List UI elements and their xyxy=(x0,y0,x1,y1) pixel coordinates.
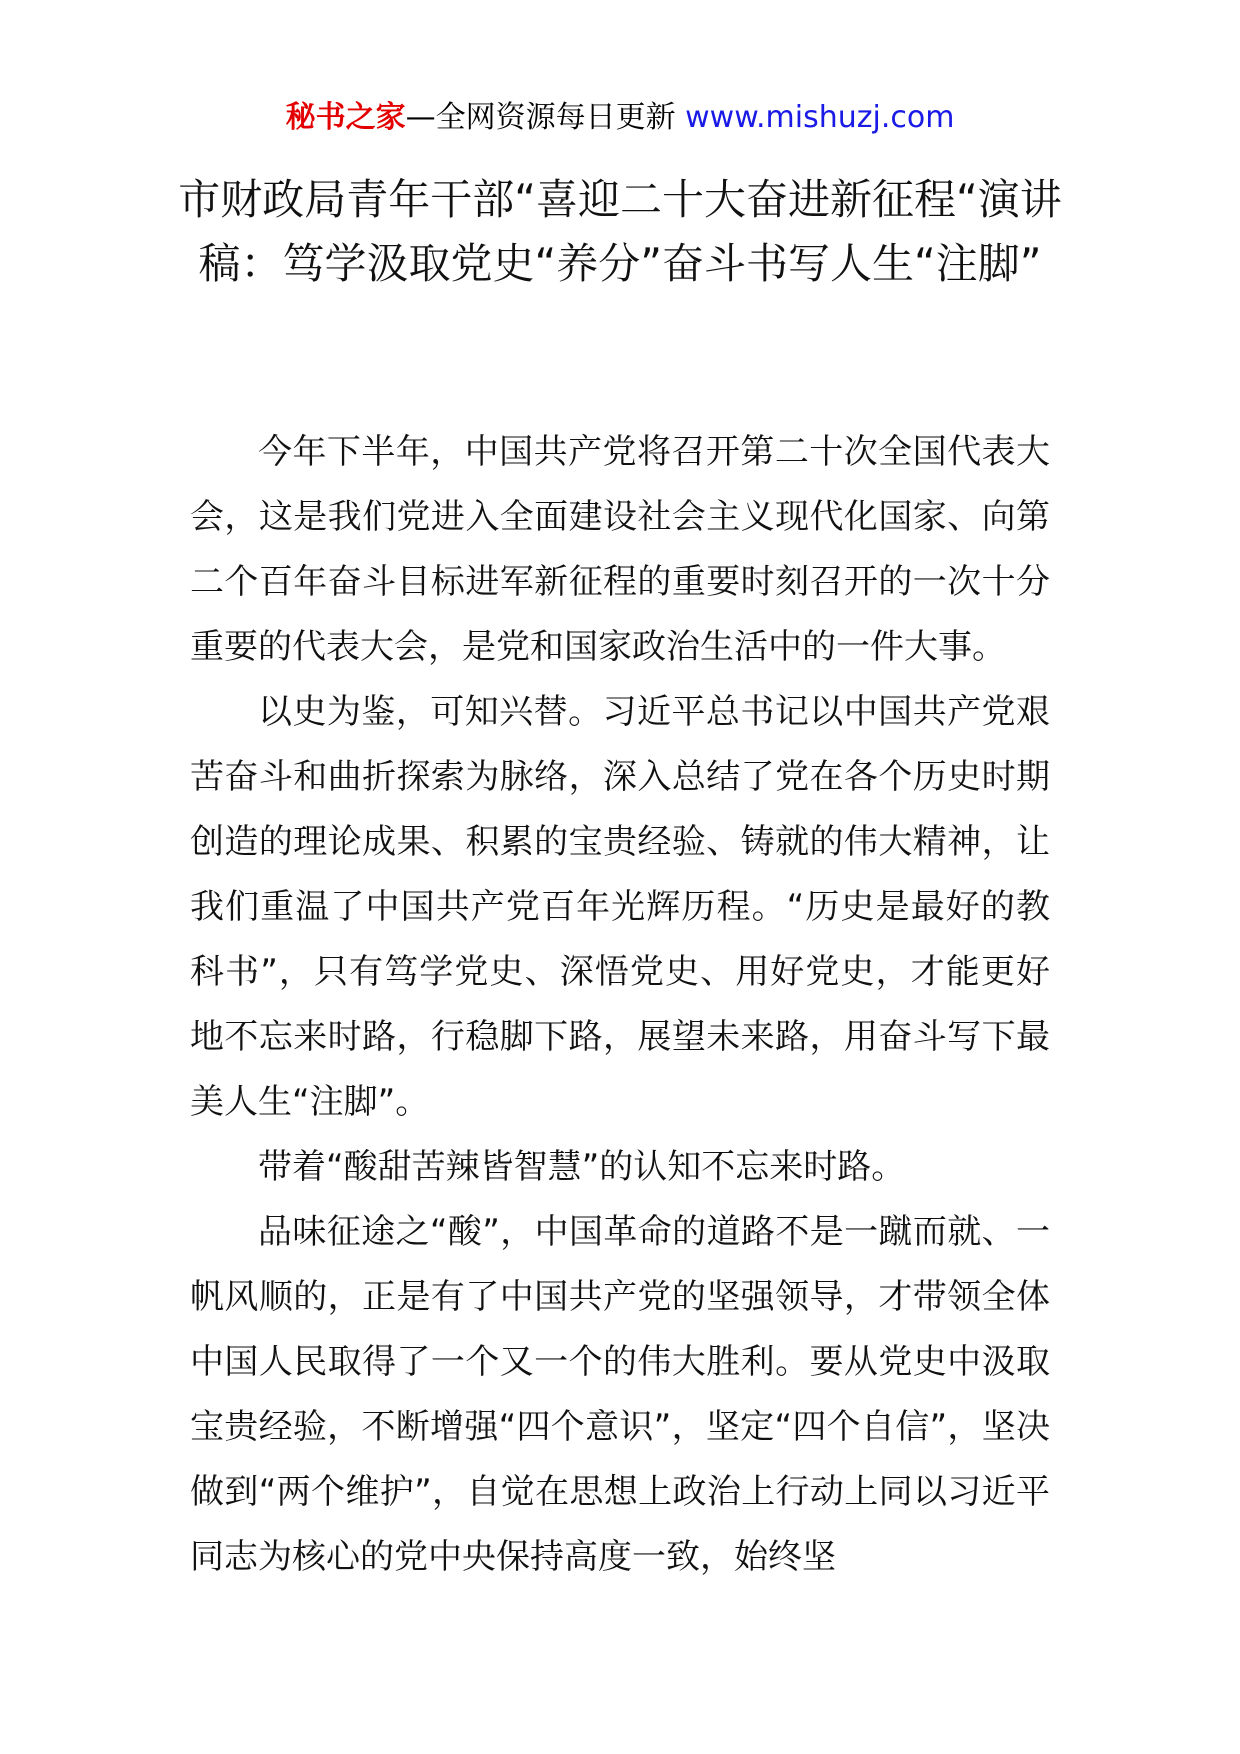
document-body xyxy=(190,420,1050,1590)
paragraph-1: 今年下半年，中国共产党将召开第二十次全国代表大会，这是我们党进入全面建设社会主义现代化国家、向第二个百年奋斗目标进军新征程的重要时刻召开的一次十分重要的代表大会，是党和国家政治生活中的一件大事。 xyxy=(190,432,1050,667)
paragraph-3: 带着“酸甜苦辣皆智慧”的认知不忘来时路。 xyxy=(258,1147,906,1187)
paragraph-4: 品味征途之“酸”，中国革命的道路不是一蹴而就、一帆风顺的，正是有了中国共产党的坚强领导，才带领全体中国人民取得了一个又一个的伟大胜利。要从党史中汲取宝贵经验，不断增强“四个意识”，坚定“四个自信”，坚决做到“两个维护”，自觉在思想上政治上行动上同以习近平同志为核心的党中央保持高度一致，始终坚 xyxy=(190,1212,1050,1577)
site-url-link[interactable]: www.mishuzj.com xyxy=(685,100,955,135)
site-header xyxy=(0,96,1240,140)
site-brand: 秘书之家 xyxy=(285,100,406,135)
site-tagline: —全网资源每日更新 xyxy=(405,100,686,135)
document-title: 市财政局青年干部“喜迎二十大奋进新征程“演讲稿：笃学汲取党史“养分”奋斗书写人生“注脚” xyxy=(178,175,1062,288)
paragraph-2: 以史为鉴，可知兴替。习近平总书记以中国共产党艰苦奋斗和曲折探索为脉络，深入总结了党在各个历史时期创造的理论成果、积累的宝贵经验、铸就的伟大精神，让我们重温了中国共产党百年光辉历程。“历史是最好的教科书”，只有笃学党史、深悟党史、用好党史，才能更好地不忘来时路，行稳脚下路，展望未来路，用奋斗写下最美人生“注脚”。 xyxy=(190,692,1050,1122)
